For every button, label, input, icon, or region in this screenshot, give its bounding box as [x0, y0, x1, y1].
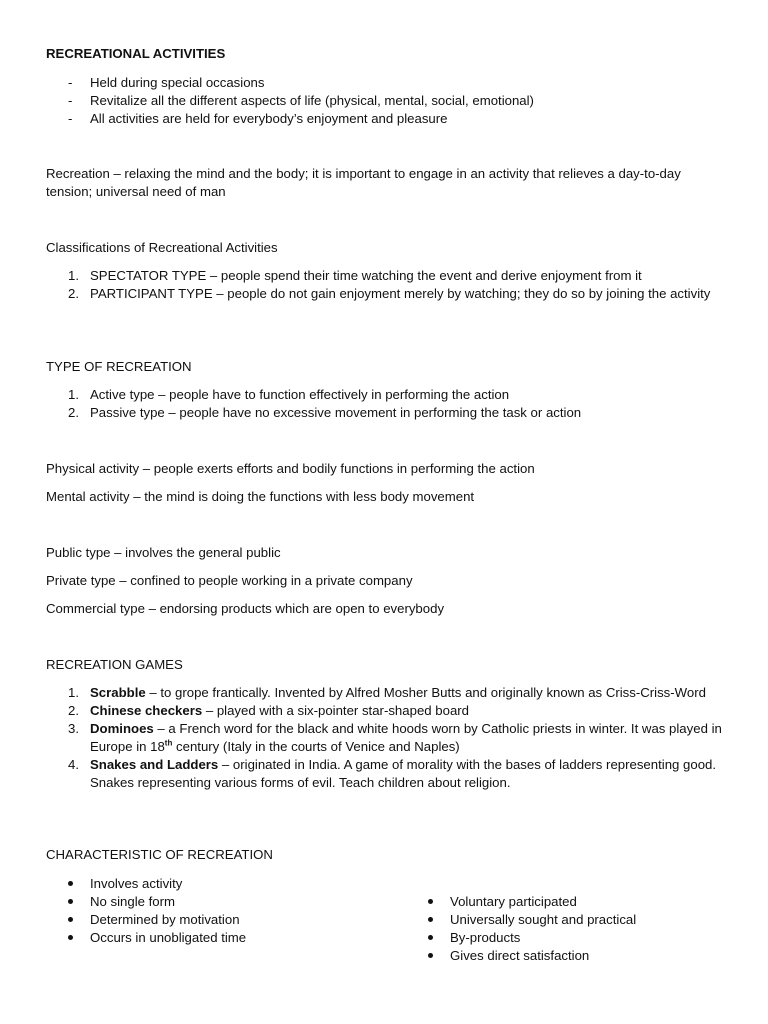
- recreation-games-heading: RECREATION GAMES: [46, 657, 183, 672]
- characteristics-left-list: [46, 875, 386, 947]
- dash-marker: -: [68, 75, 73, 90]
- physical-activity-definition: Physical activity – people exerts efforts and bodily functions in performing the action: [46, 461, 535, 476]
- list-item: Occurs in unobligated time: [46, 929, 386, 947]
- list-item: 3. Dominoes – a French word for the black and white hoods worn by Catholic priests in winter. It was played in Europe in 18th century (Italy in the courts of Venice and Naples): [68, 721, 722, 754]
- game-name: Scrabble: [90, 685, 146, 700]
- dash-list: [46, 74, 726, 128]
- characteristics-heading: CHARACTERISTIC OF RECREATION: [46, 847, 273, 862]
- list-item: - Revitalize all the different aspects of life (physical, mental, social, emotional): [68, 93, 534, 108]
- list-item: Involves activity: [46, 875, 386, 893]
- mental-activity-definition: Mental activity – the mind is doing the functions with less body movement: [46, 489, 475, 504]
- list-item: Voluntary participated: [406, 893, 736, 911]
- list-item: 2. Passive type – people have no excessive movement in performing the task or action: [68, 405, 582, 420]
- list-item: 1. SPECTATOR TYPE – people spend their time watching the event and derive enjoyment from it: [68, 268, 642, 283]
- list-item: No single form: [46, 893, 386, 911]
- list-item: Universally sought and practical: [406, 911, 736, 929]
- section-title-recreational-activities: RECREATIONAL ACTIVITIES: [46, 46, 226, 61]
- bullet-icon: [428, 953, 433, 958]
- characteristics-right-list: [406, 893, 736, 965]
- bullet-icon: [428, 917, 433, 922]
- list-item: 4. Snakes and Ladders – originated in India. A game of morality with the bases of ladders representing good. Snakes representing various forms of evil. Teach children about religion.: [68, 757, 717, 790]
- list-item: 1. Active type – people have to function effectively in performing the action: [68, 387, 510, 402]
- classifications-heading: Classifications of Recreational Activities: [46, 240, 278, 255]
- list-item: Determined by motivation: [46, 911, 386, 929]
- type-list: [46, 386, 726, 422]
- bullet-icon: [68, 881, 73, 886]
- games-list: [46, 684, 726, 792]
- list-item: 1. Scrabble – to grope frantically. Invented by Alfred Mosher Butts and originally known as Criss-Criss-Word: [68, 685, 706, 700]
- list-item: By-products: [406, 929, 736, 947]
- public-type-definition: Public type – involves the general public: [46, 545, 281, 560]
- bullet-icon: [428, 935, 433, 940]
- superscript: th: [164, 738, 173, 748]
- commercial-type-definition: Commercial type – endorsing products which are open to everybody: [46, 601, 445, 616]
- game-name: Dominoes: [90, 721, 154, 736]
- bullet-icon: [68, 917, 73, 922]
- list-item: 2. Chinese checkers – played with a six-pointer star-shaped board: [68, 703, 469, 718]
- list-item: 2. PARTICIPANT TYPE – people do not gain enjoyment merely by watching; they do so by joining the activity: [68, 286, 711, 301]
- list-item: - All activities are held for everybody’s enjoyment and pleasure: [68, 111, 448, 126]
- classifications-list: [46, 267, 726, 303]
- list-item: Gives direct satisfaction: [406, 947, 736, 965]
- recreation-definition: Recreation – relaxing the mind and the body; it is important to engage in an activity that relieves a day-to-day tension; universal need of man: [46, 166, 681, 199]
- private-type-definition: Private type – confined to people working in a private company: [46, 573, 413, 588]
- list-item: - Held during special occasions: [68, 75, 265, 90]
- bullet-icon: [68, 899, 73, 904]
- game-name: Chinese checkers: [90, 703, 203, 718]
- bullet-icon: [428, 899, 433, 904]
- bullet-icon: [68, 935, 73, 940]
- type-of-recreation-heading: TYPE OF RECREATION: [46, 359, 192, 374]
- dash-marker: -: [68, 93, 73, 108]
- dash-marker: -: [68, 111, 73, 126]
- game-name: Snakes and Ladders: [90, 757, 219, 772]
